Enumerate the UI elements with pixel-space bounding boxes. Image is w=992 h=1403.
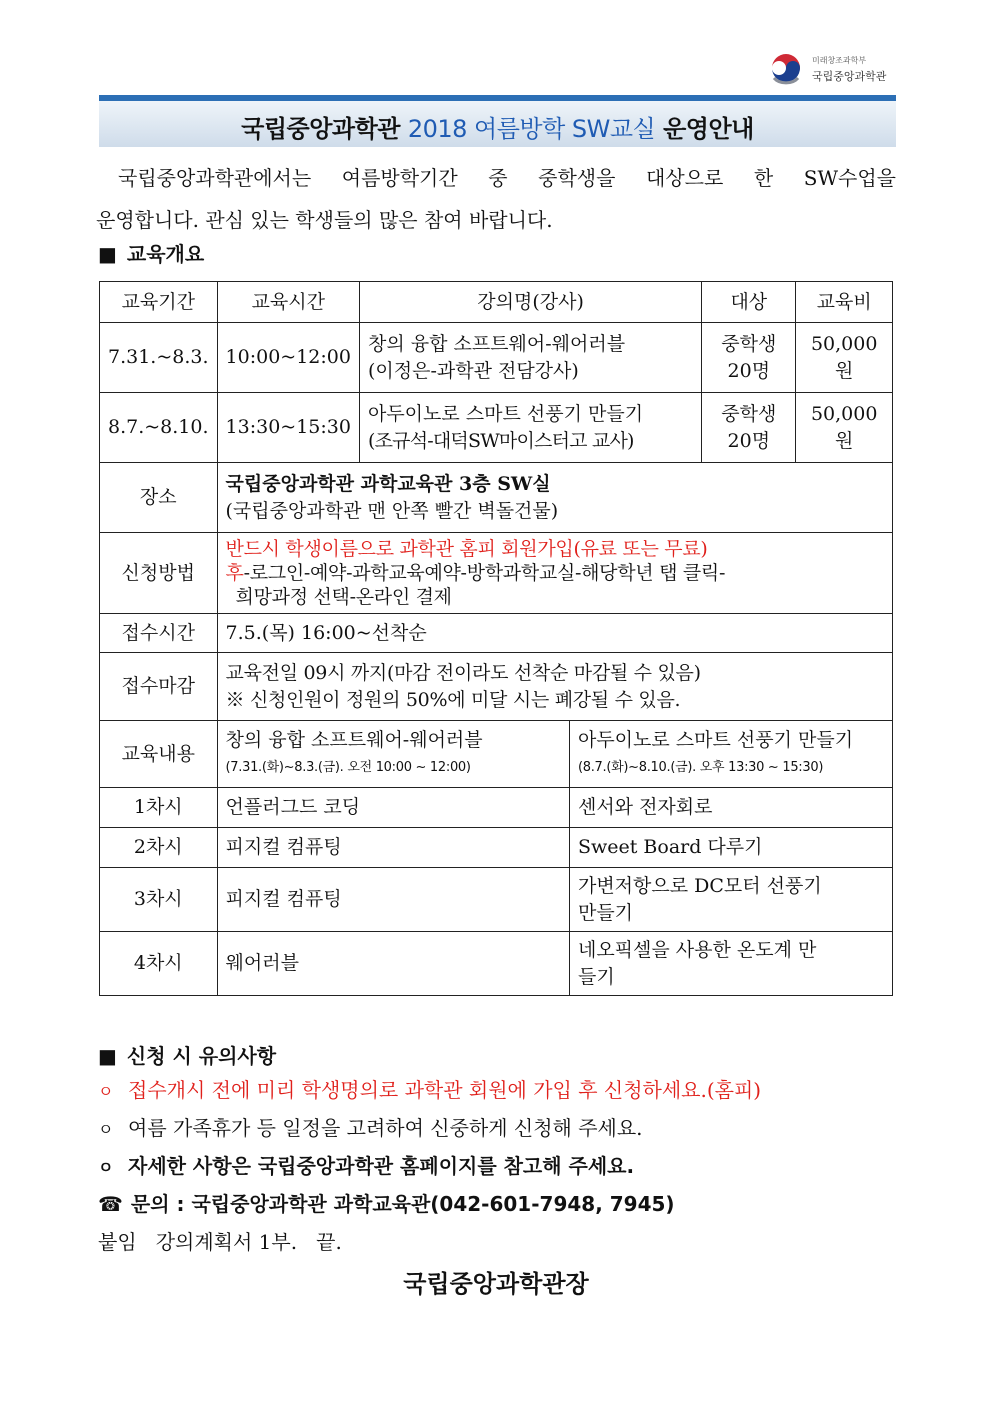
apply-steps: -로그인-예약-과학교육예약-방학과학교실-해당학년 탭 클릭- bbox=[243, 562, 726, 584]
ministry-name: 미래창조과학부 bbox=[812, 56, 867, 65]
course-period: 8.7.~8.10. bbox=[100, 393, 218, 463]
content-row bbox=[100, 721, 893, 788]
course-period: 7.31.~8.3. bbox=[100, 323, 218, 393]
reception-row bbox=[100, 614, 893, 653]
header-course: 강의명(강사) bbox=[359, 282, 701, 323]
apply-value bbox=[217, 533, 892, 614]
title-program: 2018 여름방학 SW교실 bbox=[407, 115, 656, 143]
content-course-2-title: 아두이노로 스마트 선풍기 만들기 bbox=[577, 729, 854, 751]
table-row bbox=[100, 393, 893, 463]
apply-after: 후 bbox=[225, 562, 244, 584]
session-course-1: 피지컬 컴퓨팅 bbox=[217, 868, 569, 932]
signature: 국립중앙과학관장 bbox=[403, 1269, 589, 1298]
session-course-1: 피지컬 컴퓨팅 bbox=[217, 828, 569, 868]
section-heading-notes bbox=[98, 1040, 276, 1069]
reception-label: 접수시간 bbox=[100, 614, 218, 653]
header-target: 대상 bbox=[702, 282, 796, 323]
circle-bullet-icon: ㅇ bbox=[98, 1120, 114, 1139]
session-row bbox=[100, 932, 893, 996]
apply-label: 신청방법 bbox=[100, 533, 218, 614]
deadline-note: ※ 신청인원이 정원의 50%에 미달 시는 폐강될 수 있음. bbox=[225, 688, 681, 711]
section-heading-overview bbox=[98, 238, 204, 267]
apply-row bbox=[100, 533, 893, 614]
title-org: 국립중앙과학관 bbox=[241, 115, 400, 143]
museum-name: 국립중앙과학관 bbox=[812, 70, 887, 83]
circle-bullet-icon: ㅇ bbox=[98, 1158, 114, 1177]
square-bullet-icon: ■ bbox=[98, 1044, 117, 1068]
table-row bbox=[100, 323, 893, 393]
intro-line-1: 국립중앙과학관에서는 여름방학기간 중 중학생을 대상으로 한 SW수업을 bbox=[118, 166, 896, 190]
session-course-2 bbox=[569, 932, 892, 996]
circle-bullet-icon: ㅇ bbox=[98, 1082, 114, 1101]
session-row bbox=[100, 788, 893, 828]
course-name bbox=[359, 323, 701, 393]
session-course-2-line-1: 네오픽셀을 사용한 온도계 만 bbox=[577, 938, 817, 961]
session-course-2: 센서와 전자회로 bbox=[569, 788, 892, 828]
note-item bbox=[98, 1150, 634, 1179]
place-row bbox=[100, 463, 893, 533]
session-course-2 bbox=[569, 868, 892, 932]
note-text: 여름 가족휴가 등 일정을 고려하여 신중하게 신청해 주세요. bbox=[128, 1116, 643, 1140]
course-fee: 50,000원 bbox=[796, 323, 893, 393]
content-course-2-date: (8.7.(화)~8.10.(금). 오후 13:30 ~ 15:30) bbox=[577, 760, 824, 775]
course-target bbox=[702, 323, 796, 393]
section-title: 신청 시 유의사항 bbox=[126, 1044, 277, 1068]
logo bbox=[768, 50, 898, 90]
content-course-2 bbox=[569, 721, 892, 788]
course-instructor: (조규석-대덕SW마이스터고 교사) bbox=[367, 429, 634, 452]
session-course-1: 언플러그드 코딩 bbox=[217, 788, 569, 828]
target-grade: 중학생 bbox=[721, 402, 777, 425]
course-title: 아두이노로 스마트 선풍기 만들기 bbox=[367, 402, 644, 425]
header-period: 교육기간 bbox=[100, 282, 218, 323]
course-name bbox=[359, 393, 701, 463]
place-label: 장소 bbox=[100, 463, 218, 533]
session-row bbox=[100, 828, 893, 868]
target-count: 20명 bbox=[727, 429, 771, 452]
content-course-1-date: (7.31.(화)~8.3.(금). 오전 10:00 ~ 12:00) bbox=[225, 760, 471, 775]
reception-value: 7.5.(목) 16:00~선착순 bbox=[217, 614, 892, 653]
session-label: 3차시 bbox=[100, 868, 218, 932]
note-item bbox=[98, 1112, 643, 1141]
course-instructor: (이정은-과학관 전담강사) bbox=[367, 359, 579, 382]
note-text: 접수개시 전에 미리 학생명의로 과학관 회원에 가입 후 신청하세요.(홈피) bbox=[128, 1078, 762, 1102]
target-count: 20명 bbox=[727, 359, 771, 382]
target-grade: 중학생 bbox=[721, 332, 777, 355]
square-bullet-icon: ■ bbox=[98, 242, 117, 266]
course-title: 창의 융합 소프트웨어-웨어러블 bbox=[367, 332, 626, 355]
table-header-row bbox=[100, 282, 893, 323]
place-value bbox=[217, 463, 892, 533]
content-course-1-title: 창의 융합 소프트웨어-웨어러블 bbox=[225, 729, 483, 751]
section-title: 교육개요 bbox=[126, 242, 205, 266]
session-course-1: 웨어러블 bbox=[217, 932, 569, 996]
attachment-line: 붙임 강의계획서 1부. 끝. bbox=[98, 1230, 342, 1254]
session-course-2-line-2: 만들기 bbox=[577, 901, 634, 924]
deadline-main: 교육전일 09시 까지(마감 전이라도 선착순 마감될 수 있음) bbox=[225, 661, 701, 684]
session-label: 2차시 bbox=[100, 828, 218, 868]
deadline-row bbox=[100, 653, 893, 721]
place-main: 국립중앙과학관 과학교육관 3층 SW실 bbox=[225, 472, 551, 495]
title-suffix: 운영안내 bbox=[663, 115, 754, 143]
deadline-label: 접수마감 bbox=[100, 653, 218, 721]
note-item bbox=[98, 1074, 761, 1103]
page-title bbox=[99, 109, 896, 144]
course-fee: 50,000원 bbox=[796, 393, 893, 463]
taegeuk-emblem-icon bbox=[768, 52, 804, 88]
course-time: 13:30~15:30 bbox=[217, 393, 359, 463]
session-course-2-line-1: 가변저항으로 DC모터 선풍기 bbox=[577, 874, 822, 897]
phone-icon: ☎ bbox=[98, 1192, 123, 1216]
contact-text: 문의 : 국립중앙과학관 과학교육관(042-601-7948, 7945) bbox=[130, 1192, 675, 1216]
title-banner bbox=[99, 95, 896, 147]
session-course-2-line-2: 들기 bbox=[577, 965, 615, 988]
intro-line-2: 운영합니다. 관심 있는 학생들의 많은 참여 바랍니다. bbox=[96, 208, 553, 232]
place-note: (국립중앙과학관 맨 안쪽 빨간 벽돌건물) bbox=[225, 499, 559, 522]
deadline-value bbox=[217, 653, 892, 721]
apply-steps-cont: 희망과정 선택-온라인 결제 bbox=[235, 586, 452, 608]
apply-warning: 반드시 학생이름으로 과학관 홈피 회원가입(유료 또는 무료) bbox=[225, 538, 708, 560]
content-course-1 bbox=[217, 721, 569, 788]
session-label: 1차시 bbox=[100, 788, 218, 828]
header-time: 교육시간 bbox=[217, 282, 359, 323]
course-target bbox=[702, 393, 796, 463]
session-label: 4차시 bbox=[100, 932, 218, 996]
session-course-2: Sweet Board 다루기 bbox=[569, 828, 892, 868]
intro-paragraph bbox=[96, 157, 896, 241]
note-text: 자세한 사항은 국립중앙과학관 홈페이지를 참고해 주세요. bbox=[128, 1154, 635, 1178]
session-row bbox=[100, 868, 893, 932]
contact-line bbox=[98, 1188, 675, 1217]
content-label: 교육내용 bbox=[100, 721, 218, 788]
header-fee: 교육비 bbox=[796, 282, 893, 323]
course-time: 10:00~12:00 bbox=[217, 323, 359, 393]
course-overview-table bbox=[99, 281, 893, 996]
